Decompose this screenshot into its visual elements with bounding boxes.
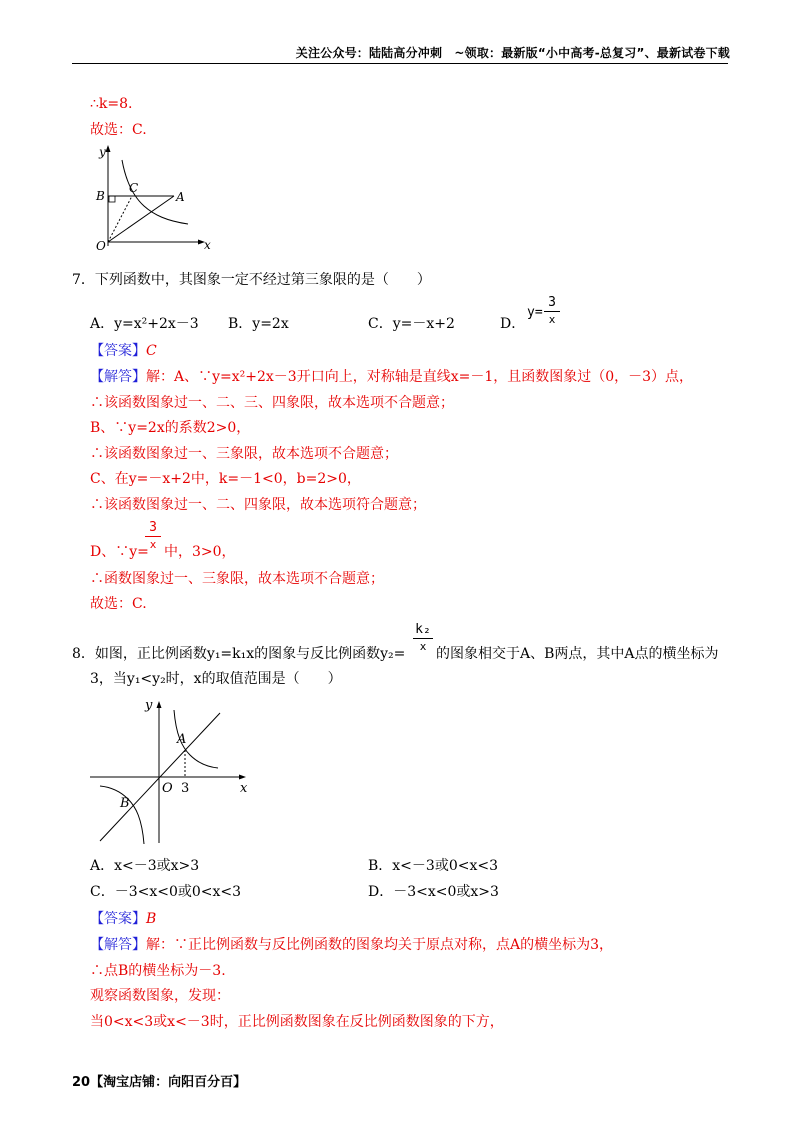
q7-sol-numerator: 3 [149, 520, 157, 535]
fig1-label-x: x [204, 238, 211, 252]
answer-k-line: ∴k=8. [90, 96, 133, 112]
q7-solution-fraction [145, 521, 161, 552]
q7-option-d-lhs: y= [527, 305, 543, 320]
q8-solution-line-1: 解：∵正比例函数与反比例函数的图象均关于原点对称，点A的横坐标为3， [146, 937, 614, 953]
page-footer [72, 1071, 246, 1090]
q8-stem-line-2: 3，当y₁<y₂时，x的取值范围是（ ） [90, 671, 342, 687]
fig2-label-three: 3 [181, 781, 190, 796]
q7-solution-line-2: ∴该函数图象过一、二、三、四象限，故本选项不合题意； [90, 395, 454, 411]
q8-frac-denominator: x [419, 640, 427, 653]
fig1-label-y: y [99, 145, 106, 159]
q7-option-c: C．y=－x+2 [368, 316, 455, 332]
q7-d-denominator: x [548, 313, 556, 326]
fig1-right-angle [109, 196, 115, 202]
q8-solution-line-2: ∴点B的横坐标为－3. [90, 963, 226, 979]
fig2-label-x: x [240, 781, 248, 796]
fig2-label-b: B [120, 796, 130, 811]
q8-option-c: C．－3<x<0或0<x<3 [90, 884, 242, 900]
q8-stem-part-1: 8．如图，正比例函数y₁=k₁x的图象与反比例函数y₂= [72, 646, 406, 662]
q7-option-d-fraction [544, 296, 560, 327]
q8-stem-fraction [413, 623, 433, 654]
fig1-label-c: C [129, 181, 139, 195]
fig2-label-y: y [145, 698, 153, 713]
figure-hyperbola-triangle [92, 142, 212, 252]
q7-solution-tag: 【解答】 [90, 369, 146, 385]
q7-sol-fraction-bar [145, 536, 161, 537]
q8-option-d: D．－3<x<0或x>3 [368, 884, 499, 900]
q7-option-d-prefix: D． [500, 316, 526, 332]
fig2-y-arrow [157, 701, 162, 708]
fig2-x-arrow [239, 775, 246, 780]
fig2-label-a: A [177, 732, 187, 747]
q7-sol-denominator: x [149, 538, 157, 551]
q7-solution-line-8: ∴函数图象过一、三象限，故本选项不合题意； [90, 571, 384, 587]
figure-line-and-hyperbola [90, 695, 260, 845]
q7-answer-tag: 【答案】 [90, 343, 146, 359]
header-rule [72, 63, 728, 64]
q8-answer-tag: 【答案】 [90, 911, 146, 927]
shop-name: 【淘宝店铺：向阳百分百】 [90, 1075, 247, 1090]
q7-answer-value: C [146, 343, 157, 359]
q7-solution-line-7a: D、∵y= [90, 544, 149, 560]
fig1-label-a: A [176, 190, 185, 204]
q8-solution-line-3: 观察函数图象，发现： [90, 988, 230, 1004]
q7-solution-line-3: B、∵y=2x的系数2>0， [90, 420, 251, 436]
q7-d-numerator: 3 [548, 295, 556, 310]
q8-solution-tag: 【解答】 [90, 937, 146, 953]
answer-choice-line: 故选：C. [90, 122, 147, 138]
fig2-hyperbola-q3 [100, 786, 144, 844]
q7-solution-line-7b: 中，3>0， [164, 544, 236, 560]
q7-solution-line-4: ∴该函数图象过一、三象限，故本选项不合题意； [90, 446, 398, 462]
q8-option-a: A．x<－3或x>3 [90, 858, 200, 874]
fig1-label-b: B [96, 189, 105, 203]
page-header: 关注公众号：陆陆高分冲刺 ~领取：最新版“小中高考-总复习”、最新试卷下载 [295, 46, 730, 60]
q8-answer-value: B [146, 911, 157, 927]
q7-solution-line-6: ∴该函数图象过一、二、四象限，故本选项符合题意； [90, 497, 426, 513]
q7-stem: 7．下列函数中，其图象一定不经过第三象限的是（ ） [72, 272, 431, 288]
q7-option-a: A．y=x²+2x－3 [90, 316, 199, 332]
fig2-label-o: O [162, 781, 173, 796]
fig1-segment-oc [108, 196, 132, 242]
q8-stem-part-2: 的图象相交于A、B两点，其中A点的横坐标为 [436, 646, 719, 662]
q7-solution-line-5: C、在y=－x+2中，k=－1<0，b=2>0， [90, 471, 361, 487]
q8-frac-numerator: k₂ [415, 622, 431, 637]
fig1-y-arrow [106, 145, 111, 152]
q7-solution-line-1: 解：A、∵y=x²+2x－3开口向上，对称轴是直线x=－1，且函数图象过（0，－3）点， [146, 369, 694, 385]
q7-option-b: B．y=2x [228, 316, 289, 332]
q8-option-b: B．x<－3或0<x<3 [368, 858, 498, 874]
q8-frac-bar [413, 638, 433, 639]
page-number: 20 [72, 1075, 91, 1090]
q7-d-fraction-bar [544, 311, 560, 312]
q7-solution-line-9: 故选：C. [90, 596, 147, 612]
q8-solution-line-4: 当0<x<3或x<－3时，正比例函数图象在反比例函数图象的下方， [90, 1014, 504, 1030]
fig1-label-o: O [96, 239, 106, 252]
